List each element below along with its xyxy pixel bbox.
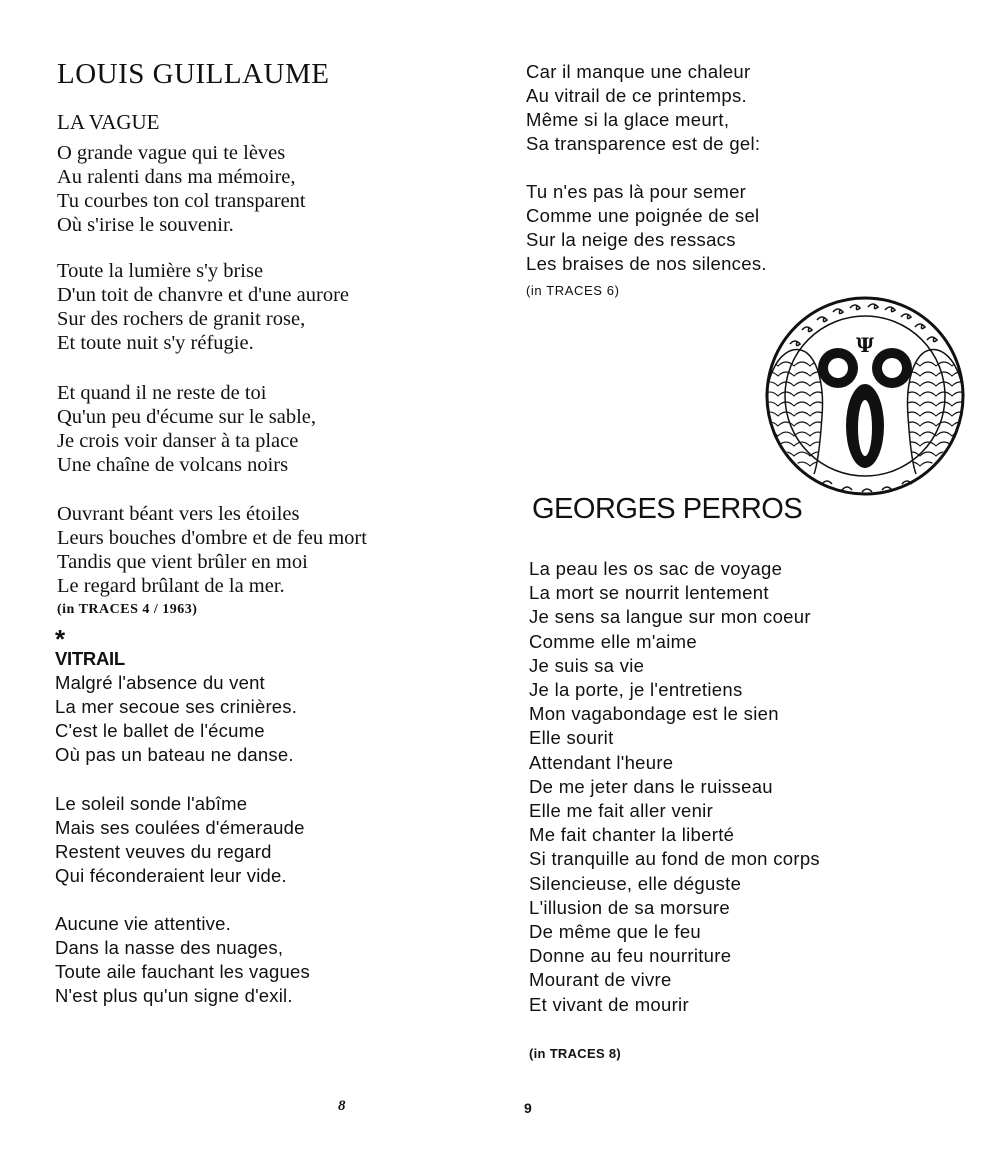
poem-line: Mon vagabondage est le sien [529, 703, 779, 725]
poem-line: Attendant l'heure [529, 751, 674, 773]
poem-title-vitrail: VITRAIL [55, 648, 125, 669]
poem-line: Je crois voir danser à ta place [57, 430, 299, 452]
poem-line: Tu n'es pas là pour semer [526, 181, 747, 202]
page-number-left: 8 [338, 1098, 346, 1114]
poem-line: Au ralenti dans ma mémoire, [57, 166, 296, 188]
poem-line: Où s'irise le souvenir. [57, 214, 234, 236]
poem-line: Dans la nasse des nuages, [55, 937, 284, 958]
poem-line: Une chaîne de volcans noirs [57, 454, 289, 476]
poem-line: La mort se nourrit lentement [529, 582, 769, 604]
poem-line: Toute aile fauchant les vagues [55, 961, 310, 982]
poem-line: Où pas un bateau ne danse. [55, 744, 294, 765]
poem-line: Au vitrail de ce printemps. [526, 85, 747, 106]
psi-mask-medallion-icon [762, 296, 968, 496]
poem-line: Et vivant de mourir [529, 993, 689, 1015]
poem-line: Je la porte, je l'entretiens [529, 679, 743, 701]
stanza [526, 60, 760, 156]
author-name-georges-perros: GEORGES PERROS [532, 493, 803, 525]
poem-line: Qu'un peu d'écume sur le sable, [57, 406, 317, 428]
poem-line: Je sens sa langue sur mon coeur [529, 606, 811, 628]
poem-line: Silencieuse, elle déguste [529, 872, 742, 894]
poem-line: Je suis sa vie [529, 654, 645, 676]
poem-line: Même si la glace meurt, [526, 109, 730, 130]
poem-line: Toute la lumière s'y brise [57, 260, 264, 282]
stanza [57, 381, 316, 477]
poem-line: N'est plus qu'un signe d'exil. [55, 985, 293, 1006]
poem-line: Sa transparence est de gel: [526, 133, 761, 154]
poem-line: La mer secoue ses crinières. [55, 696, 298, 717]
poem-line: Comme une poignée de sel [526, 205, 760, 226]
stanza [57, 259, 349, 355]
source-citation: (in TRACES 4 / 1963) [57, 602, 198, 617]
poem-line: Mourant de vivre [529, 969, 672, 991]
stanza [55, 671, 297, 767]
poem-line: Elle sourit [529, 727, 614, 749]
poem-line: Aucune vie attentive. [55, 913, 231, 934]
poem-line: Le regard brûlant de la mer. [57, 575, 285, 597]
stanza [55, 792, 305, 888]
poem-line: Car il manque une chaleur [526, 61, 751, 82]
poem-line: Les braises de nos silences. [526, 253, 767, 274]
stanza [526, 180, 767, 276]
separator-asterisk: * [55, 624, 66, 654]
poem-line: Restent veuves du regard [55, 841, 272, 862]
poem-line: Et quand il ne reste de toi [57, 382, 267, 404]
poem-line: Elle me fait aller venir [529, 800, 714, 822]
poem-line: C'est le ballet de l'écume [55, 720, 265, 741]
poem-line: Qui féconderaient leur vide. [55, 865, 287, 886]
psi-glyph: Ψ [855, 333, 875, 357]
poem-line: Ouvrant béant vers les étoiles [57, 503, 300, 525]
poem-line: L'illusion de sa morsure [529, 896, 730, 918]
poem-line: Et toute nuit s'y réfugie. [57, 332, 254, 354]
poem-line: Donne au feu nourriture [529, 945, 732, 967]
poem-line: De me jeter dans le ruisseau [529, 775, 773, 797]
page-number-right: 9 [524, 1100, 532, 1116]
poem-line: Leurs bouches d'ombre et de feu mort [57, 527, 367, 549]
poem-body [529, 557, 820, 1017]
source-citation: (in TRACES 6) [526, 283, 620, 298]
poem-line: Si tranquille au fond de mon corps [529, 848, 820, 870]
stanza [55, 912, 310, 1008]
poem-line: O grande vague qui te lèves [57, 142, 286, 164]
source-citation: (in TRACES 8) [529, 1046, 622, 1061]
poem-line: Tu courbes ton col transparent [57, 190, 306, 212]
stanza [57, 141, 306, 237]
poem-line: Sur la neige des ressacs [526, 229, 736, 250]
stanza [57, 502, 367, 598]
poem-line: Mais ses coulées d'émeraude [55, 817, 305, 838]
poem-line: Me fait chanter la liberté [529, 824, 735, 846]
poem-line: De même que le feu [529, 921, 701, 943]
poem-line: Le soleil sonde l'abîme [55, 793, 248, 814]
poem-line: Tandis que vient brûler en moi [57, 551, 308, 573]
poem-title-la-vague: LA VAGUE [57, 110, 160, 134]
poem-line: D'un toit de chanvre et d'une aurore [57, 284, 349, 306]
poem-line: Sur des rochers de granit rose, [57, 308, 306, 330]
poem-line: La peau les os sac de voyage [529, 558, 783, 579]
poem-line: Comme elle m'aime [529, 630, 697, 652]
author-name-louis-guillaume: LOUIS GUILLAUME [57, 58, 330, 90]
poem-line: Malgré l'absence du vent [55, 672, 265, 693]
